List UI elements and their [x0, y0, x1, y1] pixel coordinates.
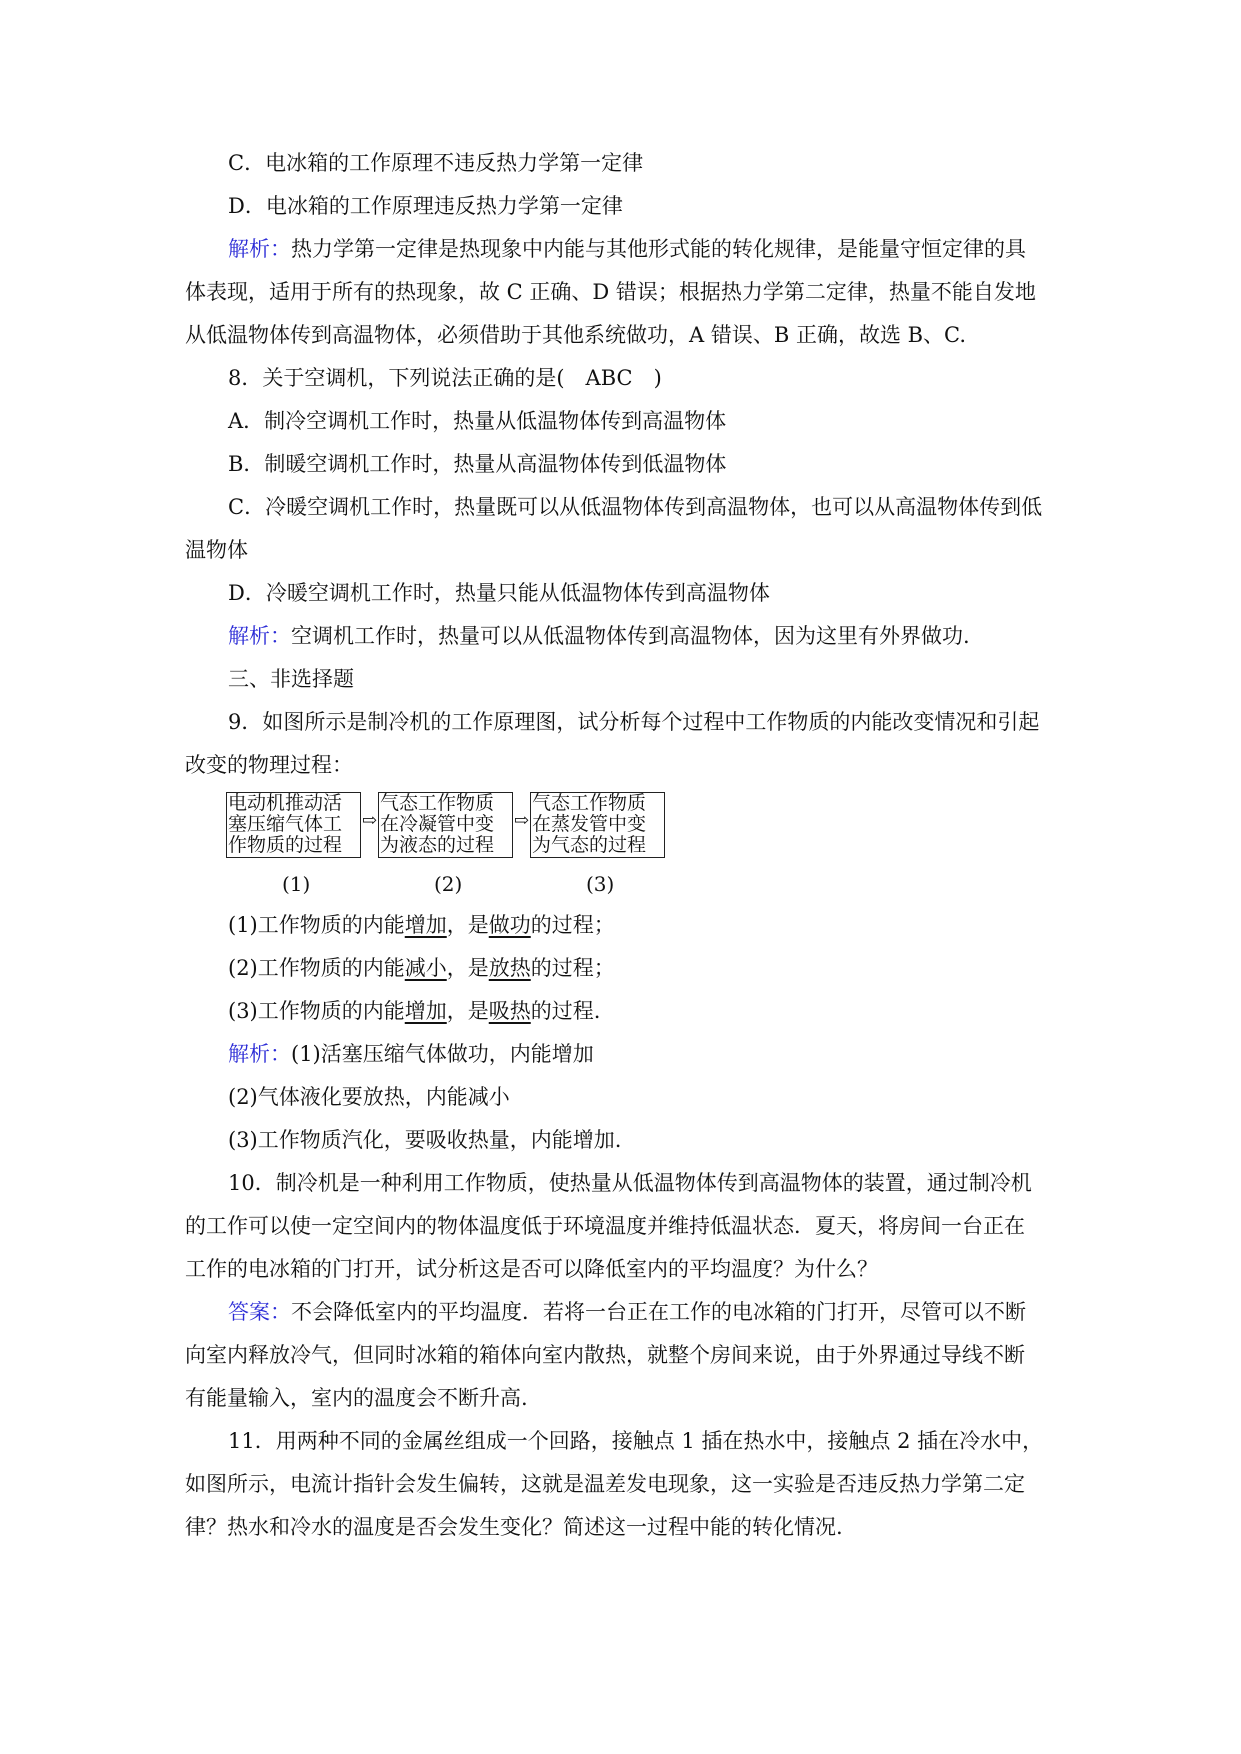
analysis-7-line-2: 体表现，适用于所有的热现象，故 C 正确、D 错误；根据热力学第二定律，热量不能自发地 [185, 280, 1036, 304]
answer-blank: 增加 [404, 913, 447, 937]
option-8d: D．冷暖空调机工作时，热量只能从低温物体传到高温物体 [228, 581, 770, 605]
question-9-sub-1: (1)工作物质的内能增加，是做功的过程； [228, 913, 615, 937]
analysis-label: 解析： [228, 1042, 291, 1066]
answer-blank: 吸热 [488, 999, 531, 1023]
question-10-line-1: 10．制冷机是一种利用工作物质，使热量从低温物体传到高温物体的装置，通过制冷机 [228, 1171, 1032, 1195]
flow-box-2: 气态工作物质 在冷凝管中变 为液态的过程 [378, 792, 513, 858]
answer-10-line-2: 向室内释放冷气，但同时冰箱的箱体向室内散热，就整个房间来说，由于外界通过导线不断 [185, 1343, 1025, 1367]
analysis-9-line-1: 解析：(1)活塞压缩气体做功，内能增加 [228, 1042, 594, 1066]
option-7d: D．电冰箱的工作原理违反热力学第一定律 [228, 194, 623, 218]
question-9-line-2: 改变的物理过程： [185, 753, 353, 777]
option-8b: B．制暖空调机工作时，热量从高温物体传到低温物体 [228, 452, 727, 476]
question-9-sub-3: (3)工作物质的内能增加，是吸热的过程. [228, 999, 601, 1023]
analysis-9-line-2: (2)气体液化要放热，内能减小 [228, 1085, 510, 1109]
analysis-7-line-1: 解析：热力学第一定律是热现象中内能与其他形式能的转化规律，是能量守恒定律的具 [228, 237, 1026, 261]
option-8c-line-2: 温物体 [185, 538, 248, 562]
answer-blank: 增加 [404, 999, 447, 1023]
section-heading: 三、非选择题 [228, 667, 354, 691]
analysis-8: 解析：空调机工作时，热量可以从低温物体传到高温物体，因为这里有外界做功. [228, 624, 970, 648]
question-10-line-2: 的工作可以使一定空间内的物体温度低于环境温度并维持低温状态．夏天，将房间一台正在 [185, 1214, 1025, 1238]
analysis-7-line-3: 从低温物体传到高温物体，必须借助于其他系统做功，A 错误、B 正确，故选 B、C. [185, 323, 967, 347]
option-7c: C．电冰箱的工作原理不违反热力学第一定律 [228, 151, 644, 175]
option-8a: A．制冷空调机工作时，热量从低温物体传到高温物体 [228, 409, 727, 433]
question-9-sub-2: (2)工作物质的内能减小，是放热的过程； [228, 956, 615, 980]
option-8c-line-1: C．冷暖空调机工作时，热量既可以从低温物体传到高温物体，也可以从高温物体传到低 [228, 495, 1043, 519]
answer-label: 答案： [228, 1300, 291, 1324]
flow-label-3: (3) [586, 872, 615, 896]
flow-label-2: (2) [434, 872, 463, 896]
flow-arrow-2: ⇨ [514, 810, 530, 831]
question-11-line-1: 11．用两种不同的金属丝组成一个回路，接触点 1 插在热水中，接触点 2 插在冷水中， [228, 1429, 1044, 1453]
analysis-label: 解析： [228, 624, 291, 648]
question-8: 8．关于空调机，下列说法正确的是( ABC ) [228, 366, 662, 390]
flow-label-1: (1) [282, 872, 311, 896]
question-9-line-1: 9．如图所示是制冷机的工作原理图，试分析每个过程中工作物质的内能改变情况和引起 [228, 710, 1040, 734]
answer-blank: 减小 [404, 956, 447, 980]
answer-blank: 做功 [488, 913, 531, 937]
answer-10-line-1: 答案：不会降低室内的平均温度．若将一台正在工作的电冰箱的门打开，尽管可以不断 [228, 1300, 1026, 1324]
analysis-9-line-3: (3)工作物质汽化，要吸收热量，内能增加. [228, 1128, 622, 1152]
answer-blank: 放热 [488, 956, 531, 980]
answer-10-line-3: 有能量输入，室内的温度会不断升高. [185, 1386, 528, 1410]
flow-arrow-1: ⇨ [362, 810, 378, 831]
question-11-line-3: 律？热水和冷水的温度是否会发生变化？简述这一过程中能的转化情况. [185, 1515, 843, 1539]
analysis-label: 解析： [228, 237, 291, 261]
question-10-line-3: 工作的电冰箱的门打开，试分析这是否可以降低室内的平均温度？为什么？ [185, 1257, 878, 1281]
question-11-line-2: 如图所示，电流计指针会发生偏转，这就是温差发电现象，这一实验是否违反热力学第二定 [185, 1472, 1025, 1496]
flow-box-3: 气态工作物质 在蒸发管中变 为气态的过程 [530, 792, 665, 858]
flow-box-1: 电动机推动活 塞压缩气体工 作物质的过程 [226, 792, 361, 858]
